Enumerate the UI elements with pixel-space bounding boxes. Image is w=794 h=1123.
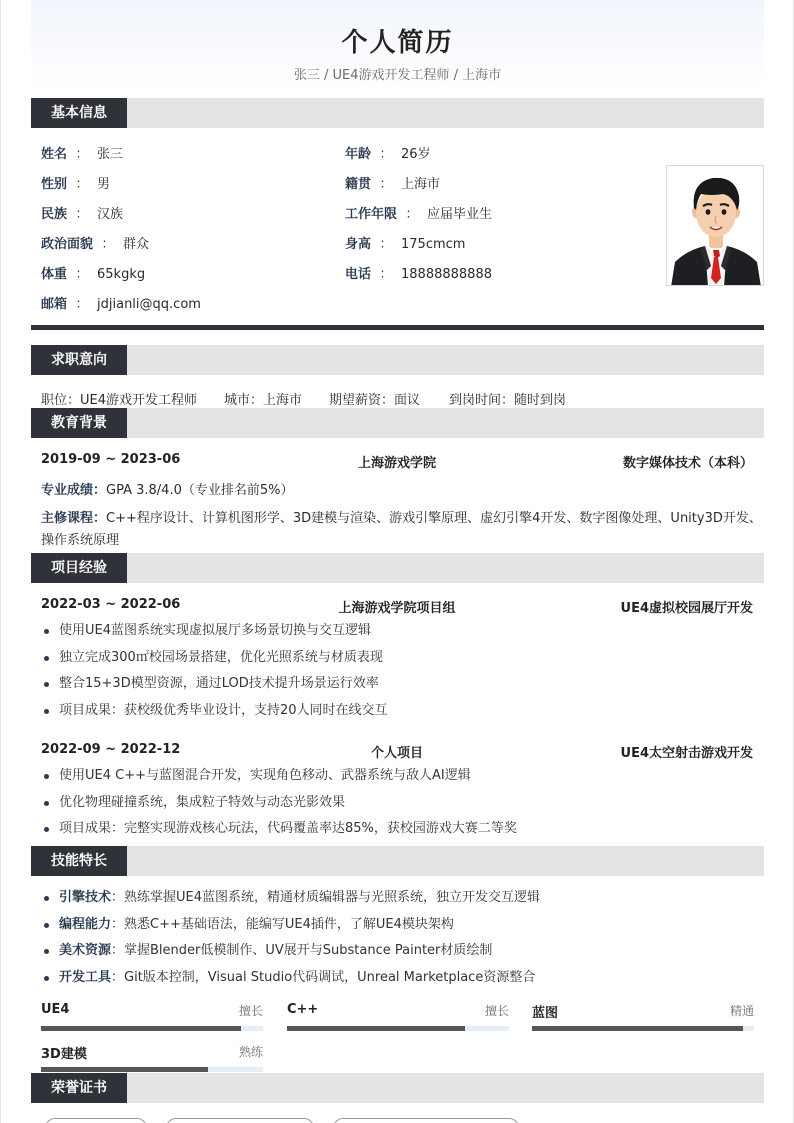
section-title: 荣誉证书 xyxy=(31,1073,127,1103)
skill-bar-blueprint xyxy=(532,1002,754,1042)
info-key: 民族 xyxy=(41,207,68,222)
skill-point-label: 引擎技术 xyxy=(59,890,112,905)
info-key: 邮箱 xyxy=(41,297,68,312)
intent-city: 城市：上海市 xyxy=(224,393,303,408)
list-item xyxy=(43,941,755,968)
info-value: 65kgkg xyxy=(97,267,146,282)
section-honors xyxy=(31,1073,764,1103)
education-period: 2019-09 ~ 2023-06 xyxy=(41,452,181,467)
list-item: 项目成果：获校级优秀毕业设计，支持20人同时在线交互 xyxy=(43,701,755,728)
skill-fill xyxy=(287,1026,465,1031)
info-key: 年龄 xyxy=(345,147,372,162)
info-key: 工作年限 xyxy=(345,207,398,222)
info-value[interactable]: jdjianli@qq.com xyxy=(97,297,201,312)
project-org: 个人项目 xyxy=(370,746,423,761)
list-item xyxy=(43,888,755,915)
info-value: 上海市 xyxy=(401,177,441,192)
intent-arrival: 到岗时间：随时到岗 xyxy=(449,393,567,408)
project-header-row xyxy=(41,597,753,617)
list-item: 项目成果：完整实现游戏核心玩法，代码覆盖率达85%，获校园游戏大赛二等奖 xyxy=(43,819,755,846)
skill-fill xyxy=(41,1026,241,1031)
section-title: 技能特长 xyxy=(31,846,127,876)
skill-point-text: ：掌握Blender低模制作、UV展开与Substance Painter材质绘制 xyxy=(111,943,493,958)
courses-line-1: C++程序设计、计算机图形学、3D建模与渲染、游戏引擎原理、虚幻引擎4开发、数字图像处理、Unity3D开发、 xyxy=(106,511,762,526)
project-period: 2022-03 ~ 2022-06 xyxy=(41,597,181,612)
skill-fill xyxy=(41,1067,208,1072)
info-value: 男 xyxy=(97,177,111,192)
info-value: 群众 xyxy=(123,237,150,252)
info-value: 18888888888 xyxy=(401,267,492,282)
certificate-badge xyxy=(166,1118,314,1123)
info-email xyxy=(41,293,201,312)
info-value: 应届毕业生 xyxy=(427,207,493,222)
project-bullets xyxy=(43,766,755,846)
info-separator: ： xyxy=(75,207,89,222)
info-key: 电话 xyxy=(345,267,372,282)
info-separator: ： xyxy=(75,147,89,162)
project-bullets xyxy=(43,621,755,727)
info-key: 政治面貌 xyxy=(41,237,94,252)
education-courses-continued: 操作系统原理 xyxy=(41,533,120,548)
list-item: 使用UE4 C++与蓝图混合开发，实现角色移动、武器系统与敌人AI逻辑 xyxy=(43,766,755,793)
info-hometown xyxy=(345,173,440,192)
section-projects xyxy=(31,553,764,583)
skill-level: 熟练 xyxy=(238,1045,263,1059)
info-separator: ： xyxy=(75,297,89,312)
section-title: 基本信息 xyxy=(31,98,127,128)
intent-position: 职位：UE4游戏开发工程师 xyxy=(41,393,198,408)
section-divider xyxy=(31,325,764,330)
skill-level: 擅长 xyxy=(238,1004,263,1018)
profile-photo xyxy=(666,165,764,286)
info-separator: ： xyxy=(405,207,419,222)
info-separator: ： xyxy=(379,237,393,252)
skill-track xyxy=(287,1026,509,1031)
info-separator: ： xyxy=(75,177,89,192)
skill-point-label: 编程能力 xyxy=(59,916,112,932)
skill-point-text: ：Git版本控制，Visual Studio代码调试，Unreal Marketplace资源整合 xyxy=(111,969,536,985)
section-basic-info xyxy=(31,98,764,128)
list-item: 独立完成300㎡校园场景搭建，优化光照系统与材质表现 xyxy=(43,648,755,675)
list-item xyxy=(43,915,755,942)
list-item: 整合15+3D模型资源，通过LOD技术提升场景运行效率 xyxy=(43,674,755,701)
skill-point-text: ：熟练掌握UE4蓝图系统，精通材质编辑器与光照系统，独立开发交互逻辑 xyxy=(111,890,541,905)
info-value: 26岁 xyxy=(401,147,431,162)
skill-point-text: ：熟悉C++基础语法，能编写UE4插件，了解UE4模块架构 xyxy=(111,916,454,932)
education-major: 数字媒体技术（本科） xyxy=(622,456,753,471)
info-separator: ： xyxy=(379,147,393,162)
resume-page xyxy=(31,0,764,1123)
education-school: 上海游戏学院 xyxy=(357,456,436,471)
info-work-years xyxy=(345,203,492,222)
skill-points xyxy=(43,888,755,994)
skill-name: C++ xyxy=(287,1002,319,1017)
info-key: 姓名 xyxy=(41,147,68,162)
resume-header xyxy=(31,0,764,88)
info-separator: ： xyxy=(379,177,393,192)
info-value: 175cmcm xyxy=(401,237,466,252)
skill-level: 精通 xyxy=(729,1004,754,1018)
project-name: UE4太空射击游戏开发 xyxy=(620,746,753,761)
grade-value: GPA 3.8/4.0（专业排名前5%） xyxy=(106,483,294,498)
list-item xyxy=(43,968,755,995)
skill-point-label: 开发工具 xyxy=(59,969,112,985)
info-separator: ： xyxy=(101,237,115,252)
project-org: 上海游戏学院项目组 xyxy=(338,601,456,616)
info-name xyxy=(41,143,123,162)
info-key: 性别 xyxy=(41,177,68,192)
courses-label: 主修课程： xyxy=(41,511,107,526)
info-value: 张三 xyxy=(97,147,124,162)
list-item: 使用UE4蓝图系统实现虚拟展厅多场景切换与交互逻辑 xyxy=(43,621,755,648)
info-separator: ： xyxy=(379,267,393,282)
grade-label: 专业成绩： xyxy=(41,483,107,498)
section-title: 项目经验 xyxy=(31,553,127,583)
section-job-intent xyxy=(31,345,764,375)
info-political-status xyxy=(41,233,149,252)
certificate-badge xyxy=(45,1118,147,1123)
page-subtitle: 张三 / UE4游戏开发工程师 / 上海市 xyxy=(293,68,502,83)
info-separator: ： xyxy=(75,267,89,282)
skill-bar-ue4 xyxy=(41,1002,263,1042)
info-key: 籍贯 xyxy=(345,177,372,192)
skill-name: UE4 xyxy=(41,1002,70,1017)
project-period: 2022-09 ~ 2022-12 xyxy=(41,742,181,757)
info-gender xyxy=(41,173,110,192)
info-key: 体重 xyxy=(41,267,68,282)
intent-salary: 期望薪资：面议 xyxy=(329,393,421,408)
info-weight xyxy=(41,263,145,282)
list-item: 优化物理碰撞系统，集成粒子特效与动态光影效果 xyxy=(43,793,755,820)
section-skills xyxy=(31,846,764,876)
info-key: 身高 xyxy=(345,237,372,252)
info-ethnicity xyxy=(41,203,123,222)
skill-point-label: 美术资源 xyxy=(59,943,112,958)
project-header-row xyxy=(41,742,753,762)
skill-track xyxy=(41,1067,263,1072)
page-title: 个人简历 xyxy=(341,28,454,58)
skill-fill xyxy=(532,1026,743,1031)
skill-level: 擅长 xyxy=(484,1004,509,1018)
section-title: 求职意向 xyxy=(31,345,127,375)
section-title: 教育背景 xyxy=(31,408,127,438)
skill-name: 3D建模 xyxy=(41,1047,87,1062)
certificate-badge xyxy=(333,1118,519,1123)
education-grade xyxy=(41,479,293,498)
info-height xyxy=(345,233,465,252)
education-courses xyxy=(41,507,762,526)
info-value: 汉族 xyxy=(97,207,124,222)
info-phone xyxy=(345,263,492,282)
section-education xyxy=(31,408,764,438)
skill-track xyxy=(532,1026,754,1031)
info-age xyxy=(345,143,431,162)
skill-name: 蓝图 xyxy=(532,1006,559,1021)
skill-track xyxy=(41,1026,263,1031)
education-header-row xyxy=(41,452,753,472)
project-name: UE4虚拟校园展厅开发 xyxy=(620,601,753,616)
skill-bar-cpp xyxy=(287,1002,509,1042)
avatar-illustration xyxy=(667,166,764,286)
